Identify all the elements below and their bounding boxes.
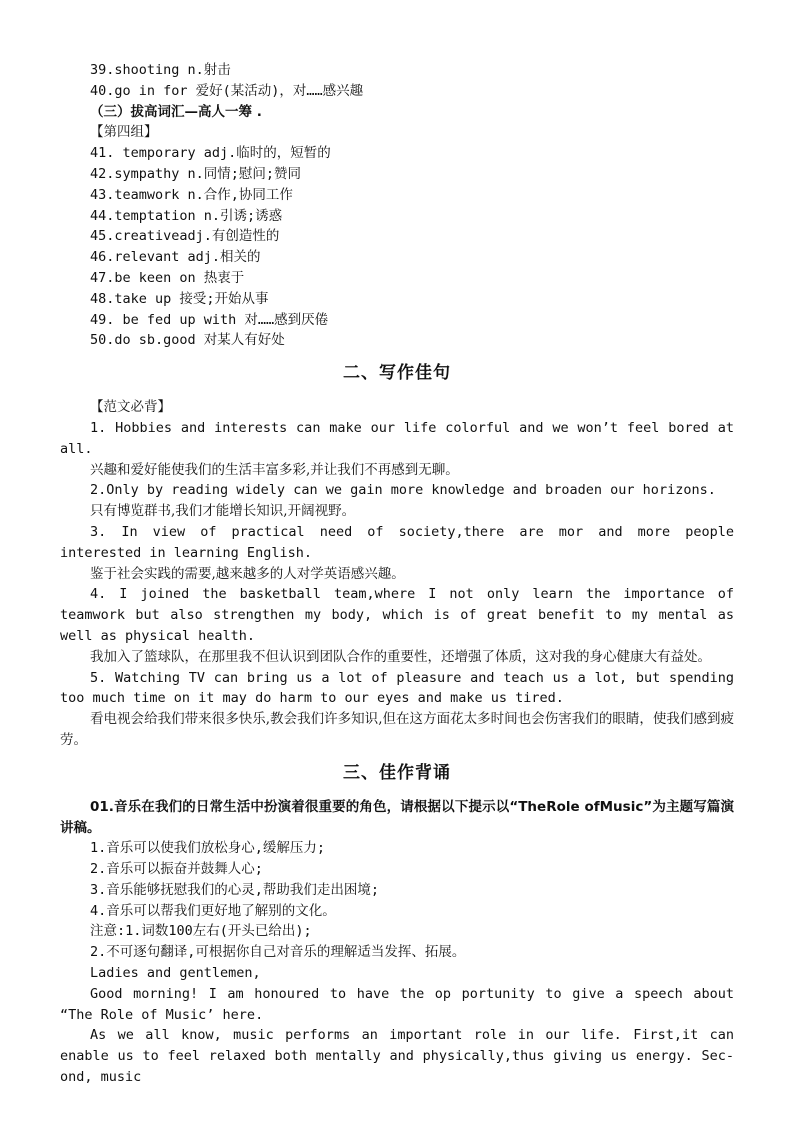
prompt-title: 01.音乐在我们的日常生活中扮演着很重要的角色，请根据以下提示以“TheRole ofMusic”为主题写篇演讲稿。 <box>60 798 734 836</box>
sentence-list <box>60 418 734 751</box>
vocab-item: 41. temporary adj.临时的，短暂的 <box>90 145 331 162</box>
sentence-en: 5. Watching TV can bring us a lot of pleasure and teach us a lot, but spending too much time on it may do harm to our eyes and make us tired. <box>60 669 734 707</box>
essay-paragraph: As we all know, music performs an important role in our life. First,it can enable us to feel relaxed both mentally and physically,thus giving us energy. Sec- ond, music <box>60 1027 734 1086</box>
vocab-item: 39.shooting n.射击 <box>90 62 231 78</box>
section-title-writing-sentences: 二、写作佳句 <box>343 363 451 384</box>
sentence-en: 4. I joined the basketball team,where I not only learn the importance of teamwork but also strengthen my body, which is of great benefit to my mental as well as physical health. <box>60 586 734 644</box>
model-essay-label: 【范文必背】 <box>90 399 171 416</box>
vocab-item: 43.teamwork n.合作,协同工作 <box>90 186 293 203</box>
vocab-item: 44.temptation n.引诱;诱惑 <box>90 207 283 224</box>
sentence-zh: 看电视会给我们带来很多快乐,教会我们许多知识,但在这方面花太多时间也会伤害我们的眼睛，使我们感到疲劳。 <box>60 711 734 748</box>
vocab-item: 45.creativeadj.有创造性的 <box>90 228 280 245</box>
vocab-item: 50.do sb.good 对某人有好处 <box>90 332 285 349</box>
document-page <box>60 60 734 1088</box>
prompt-point: 1.音乐可以使我们放松身心,缓解压力; <box>90 840 326 857</box>
vocab-item: 47.be keen on 热衷于 <box>90 269 245 286</box>
section-title-essay-recitation: 三、佳作背诵 <box>343 762 451 783</box>
sentence-en: 1. Hobbies and interests can make our life colorful and we won’t feel bored at all. <box>60 419 734 457</box>
vocab-item: 49. be fed up with 对……感到厌倦 <box>90 311 329 328</box>
vocab-item: 48.take up 接受;开始从事 <box>90 290 269 307</box>
note-line: 2.不可逐句翻译,可根据你自己对音乐的理解适当发挥、拓展。 <box>90 944 466 961</box>
sentence-zh: 兴趣和爱好能使我们的生活丰富多彩,并让我们不再感到无聊。 <box>90 461 459 478</box>
essay-paragraph: Ladies and gentlemen, <box>90 965 261 982</box>
vocab-list-group4 <box>60 143 734 351</box>
sentence-zh: 只有博览群书,我们才能增长知识,开阔视野。 <box>90 503 356 520</box>
vocab-item: 42.sympathy n.同情;慰问;赞同 <box>90 165 302 182</box>
sentence-zh: 鉴于社会实践的需要,越来越多的人对学英语感兴趣。 <box>90 565 405 582</box>
sentence-en: 3. In view of practical need of society,there are mor and more people interested in learning English. <box>60 523 734 561</box>
prompt-points <box>60 838 734 963</box>
sentence-en: 2.Only by reading widely can we gain more knowledge and broaden our horizons. <box>90 482 716 499</box>
prompt-point: 4.音乐可以帮我们更好地了解别的文化。 <box>90 902 336 919</box>
note-line: 注意:1.词数100左右(开头已给出); <box>90 923 312 940</box>
vocab-item: 40.go in for 爱好(某活动)，对……感兴趣 <box>90 82 364 99</box>
essay-paragraph: Good morning! I am honoured to have the op portunity to give a speech about “The Role of Music’ here. <box>60 985 734 1023</box>
group-label: 【第四组】 <box>90 124 158 141</box>
vocab-list-top <box>60 60 734 102</box>
vocab-item: 46.relevant adj.相关的 <box>90 249 261 266</box>
subsection-title: （三）拔高词汇—高人一筹 . <box>90 103 262 120</box>
prompt-point: 3.音乐能够抚慰我们的心灵,帮助我们走出困境; <box>90 881 380 898</box>
prompt-point: 2.音乐可以振奋并鼓舞人心; <box>90 861 263 878</box>
essay-body <box>60 963 734 1088</box>
sentence-zh: 我加入了篮球队，在那里我不但认识到团队合作的重要性，还增强了体质，这对我的身心健康大有益处。 <box>90 648 711 665</box>
